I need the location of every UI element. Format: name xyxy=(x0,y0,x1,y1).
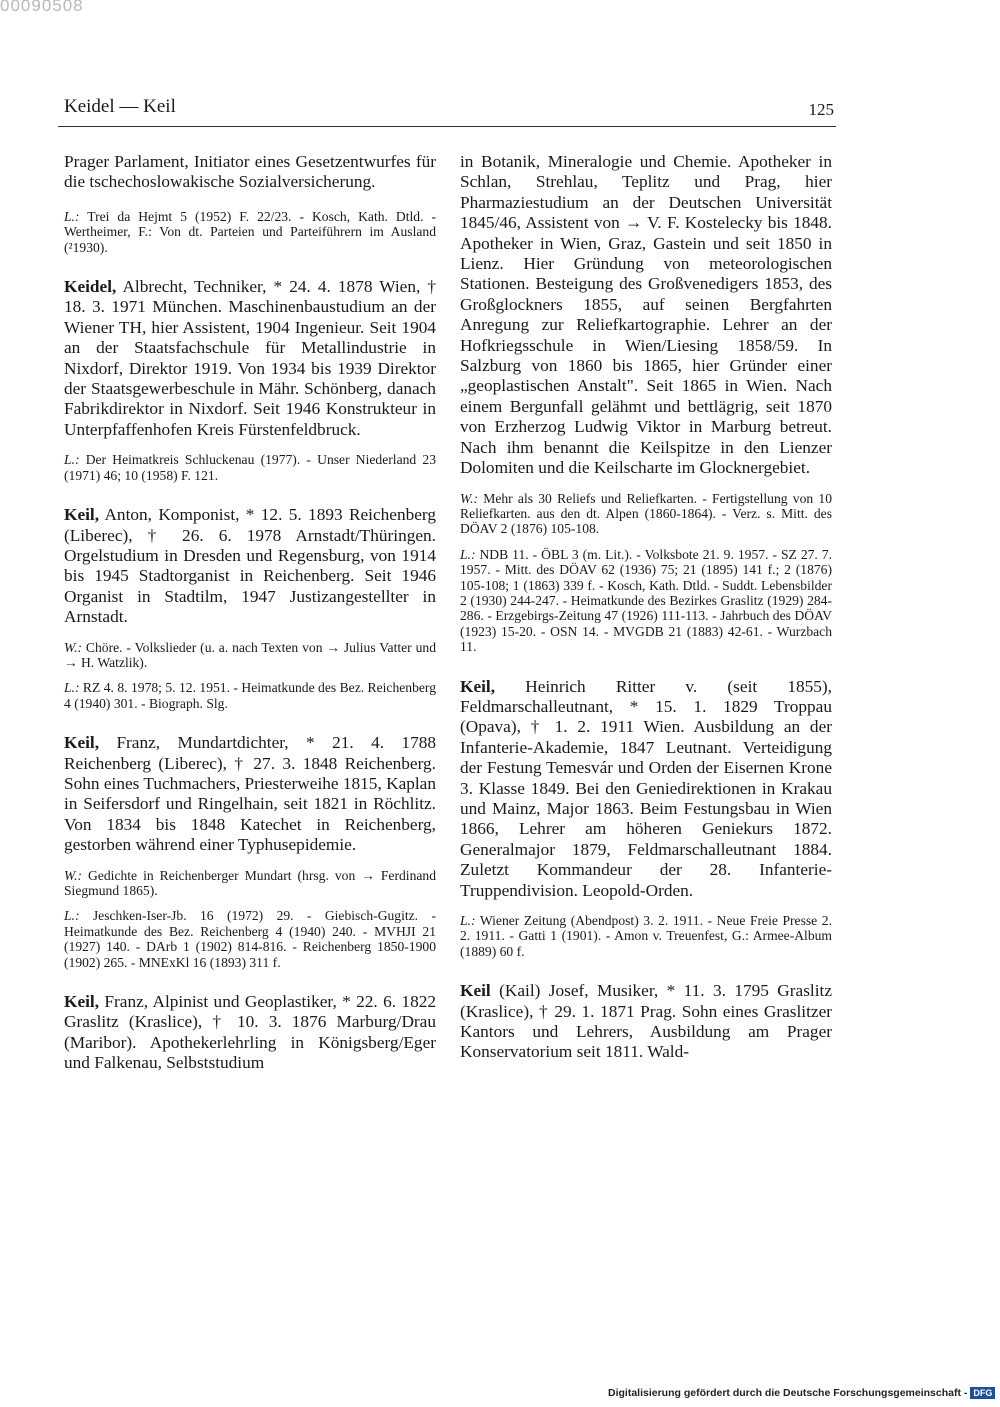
right-column xyxy=(460,152,832,1063)
entry-continuation: in Botanik, Mineralogie und Chemie. Apotheker in Schlan, Strehlau, Teplitz und Prag, hier Pharmaziestudium an der Deutschen Universität 1845/46, Assistent von → V. F. Kostelecky bis 1848. Apotheker in Wien, Graz, Gastein und seit 1850 in Lienz. Hier Gründung von meteorologischen Stationen. Besteigung des Großvenedigers 1853, des Großglockners 1855, auf seinen Bergfahrten Anregung zur Reliefkartographie. Lehrer an der Hofkriegsschule in Wien/Liesing 1858/59. In Salzburg von 1860 bis 1865, hier Gründer einer „geoplastischen Anstalt". Seit 1865 in Wien. Nach einem Bergunfall gelähmt und bettlägrig, seit 1870 von Erzherzog Ludwig Viktor in Marburg betreut. Nach ihm benannt die Keilspitze in den Lienzer Dolomiten und die Keilscharte im Glocknergebiet. xyxy=(460,152,832,478)
running-title: Keidel — Keil xyxy=(64,96,176,117)
works-note: W.: Mehr als 30 Reliefs und Reliefkarten. - Fertigstellung von 10 Reliefkarten. aus den dt. Alpen (1860-1864). - Verz. s. Mitt. des DÖAV 2 (1876) 105-108. xyxy=(460,490,832,537)
left-column xyxy=(64,152,436,1074)
literature-note: L.: Der Heimatkreis Schluckenau (1977). - Unser Niederland 23 (1971) 46; 10 (1958) F. 121. xyxy=(64,452,436,483)
entry-continuation: Prager Parlament, Initiator eines Gesetzentwurfes für die tschechoslowakische Sozialversicherung. xyxy=(64,152,436,192)
header-rule xyxy=(58,126,836,127)
entry-keil-franz-alpinist: Keil, Franz, Alpinist und Geoplastiker, * 22. 6. 1822 Graslitz (Kraslice), † 10. 3. 1876 Marburg/Drau (Maribor). Apothekerlehrling in Königsberg/Eger und Falkenau, Selbststudium xyxy=(64,992,436,1073)
literature-note: L.: RZ 4. 8. 1978; 5. 12. 1951. - Heimatkunde des Bez. Reichenberg 4 (1940) 301. - Biograph. Slg. xyxy=(64,680,436,711)
works-note: W.: Chöre. - Volkslieder (u. a. nach Texten von → Julius Vatter und → H. Watzlik). xyxy=(64,639,436,670)
footer-credit: Digitalisierung gefördert durch die Deutsche Forschungsgemeinschaft - DFG xyxy=(608,1387,995,1399)
entry-keil-heinrich: Keil, Heinrich Ritter v. (seit 1855), Feldmarschalleutnant, * 15. 1. 1829 Troppau (Opava), † 1. 2. 1911 Wien. Ausbildung an der Infanterie-Akademie, 1847 Leutnant. Verteidigung der Festung Temesvár und Orden der Eisernen Krone 3. Klasse 1849. Bei den Geniedirektionen in Krakau und Mainz, Major 1863. Beim Festungsbau in Wien 1866, Lehrer am höheren Geniekurs 1872. Generalmajor 1879, Feldmarschalleutnant 1884. Zuletzt Kommandeur der 28. Infanterie-Truppendivision. Leopold-Orden. xyxy=(460,676,832,900)
entry-keil-franz-mundartdichter: Keil, Franz, Mundartdichter, * 21. 4. 1788 Reichenberg (Liberec), † 27. 3. 1848 Reichenberg. Sohn eines Tuchmachers, Priesterweihe 1815, Kaplan in Seifersdorf und Ringelhain, seit 1821 in Röchlitz. Von 1834 bis 1848 Katechet in Reichenberg, gestorben während einer Typhusepidemie. xyxy=(64,733,436,855)
dfg-logo: DFG xyxy=(970,1387,995,1399)
scan-id-code: 00090508 xyxy=(0,0,84,15)
literature-note: L.: NDB 11. - ÖBL 3 (m. Lit.). - Volksbote 21. 9. 1957. - SZ 27. 7. 1957. - Mitt. des DÖAV 62 (1936) 75; 21 (1895) 141 f.; 2 (1876) 105-108; 1 (1863) 339 f. - Kosch, Kath. Dtld. - Suddt. Lebensbilder 2 (1930) 244-247. - Heimatkunde des Bezirkes Graslitz (1929) 284-286. - Erzgebirgs-Zeitung 47 (1926) 111-113. - Jahrbuch des DÖAV (1923) 15-20. - OSN 14. - MVGDB 21 (1883) 42-61. - Wurzbach 11. xyxy=(460,546,832,655)
entry-keil-anton: Keil, Anton, Komponist, * 12. 5. 1893 Reichenberg (Liberec), † 26. 6. 1978 Arnstadt/Thüringen. Orgelstudium in Dresden und Regensburg, von 1914 bis 1945 Stadtorganist in Reichenberg. Seit 1946 Organist in Stadtilm, 1947 Justizangestellter in Arnstadt. xyxy=(64,505,436,627)
entry-keidel-albrecht: Keidel, Albrecht, Techniker, * 24. 4. 1878 Wien, † 18. 3. 1971 München. Maschinenbaustudium an der Wiener TH, hier Assistent, 1904 Ingenieur. Seit 1904 an der Staatsfachschule für Metallindustrie in Nixdorf, Direktor 1919. Von 1934 bis 1939 Direktor der Staatsgewerbeschule in Mähr. Schönberg, danach Fabrikdirektor in Nixdorf. Seit 1946 Konstrukteur in Unterpfaffenhofen Kreis Fürstenfeldbruck. xyxy=(64,277,436,439)
entry-keil-josef: Keil (Kail) Josef, Musiker, * 11. 3. 1795 Graslitz (Kraslice), † 29. 1. 1871 Prag. Sohn eines Graslitzer Kantors und Lehrers, Ausbildung am Prager Konservatorium seit 1811. Wald- xyxy=(460,981,832,1062)
page-header xyxy=(64,96,834,120)
literature-note: L.: Wiener Zeitung (Abendpost) 3. 2. 1911. - Neue Freie Presse 2. 2. 1911. - Gatti 1 (1901). - Amon v. Treuenfest, G.: Armee-Album (1889) 60 f. xyxy=(460,913,832,959)
works-note: W.: Gedichte in Reichenberger Mundart (hrsg. von → Ferdinand Siegmund 1865). xyxy=(64,867,436,898)
page-number: 125 xyxy=(808,100,834,119)
literature-note: L.: Trei da Hejmt 5 (1952) F. 22/23. - Kosch, Kath. Dtld. - Wertheimer, F.: Von dt. Parteien und Parteiführern im Ausland (²1930). xyxy=(64,208,436,255)
literature-note: L.: Jeschken-Iser-Jb. 16 (1972) 29. - Giebisch-Gugitz. - Heimatkunde des Bez. Reichenberg 4 (1940) 240. - MVHJI 21 (1927) 140. - DArb 1 (1902) 814-816. - Reichenberg 1850-1900 (1902) 265. - MNExKl 16 (1893) 311 f. xyxy=(64,908,436,970)
